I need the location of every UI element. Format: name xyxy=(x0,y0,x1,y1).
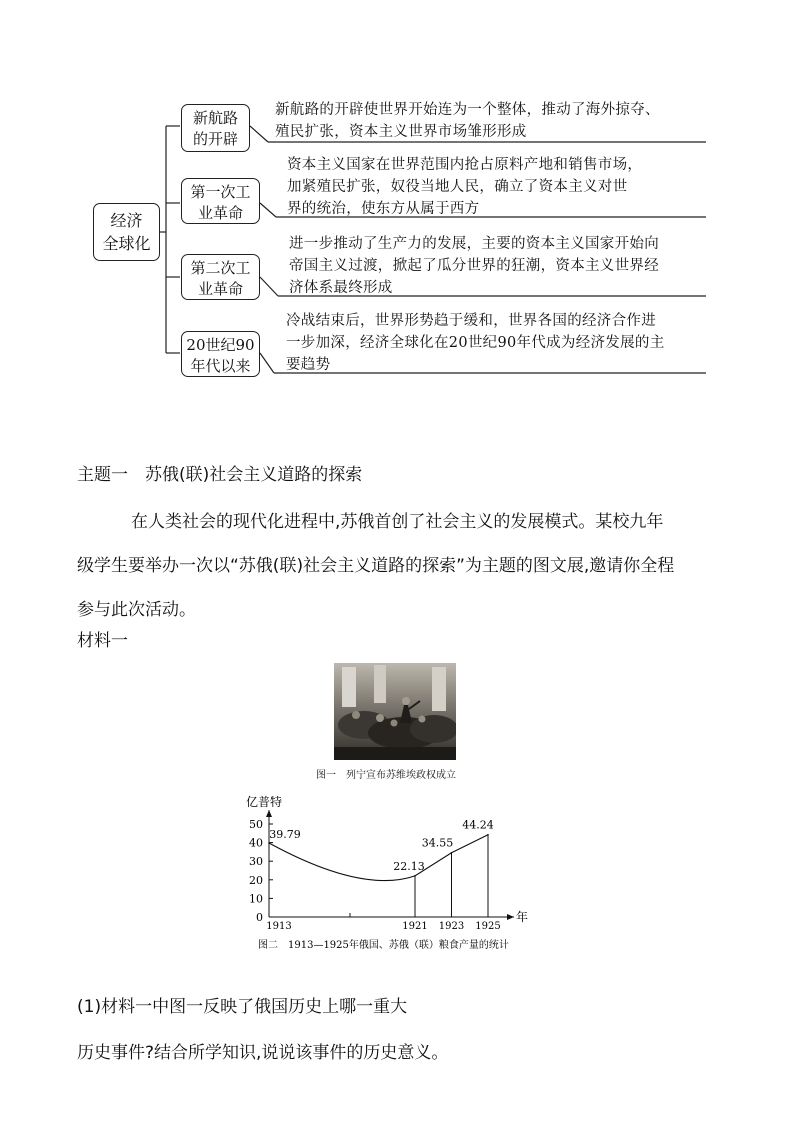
branch-description xyxy=(275,99,715,143)
y-tick-label: 0 xyxy=(256,911,263,924)
data-point xyxy=(414,875,416,877)
root-node-line-2: 全球化 xyxy=(102,234,151,253)
y-tick-label: 20 xyxy=(249,873,263,887)
branch-node-label-line: 业革命 xyxy=(197,204,243,222)
description-line: 要趋势 xyxy=(286,357,331,373)
chart-x-axis-label: 年 xyxy=(516,910,529,924)
data-point xyxy=(487,834,489,836)
y-tick-label: 50 xyxy=(249,818,263,831)
branch-node-second-industrial-revolution xyxy=(181,254,260,300)
branch-node-label-line: 的开辟 xyxy=(192,130,238,148)
question-line: 历史事件?结合所学知识,说说该事件的历史意义。 xyxy=(77,1043,449,1063)
description-line: 冷战结束后，世界形势趋于缓和，世界各国的经济合作进 xyxy=(286,313,656,329)
intro-line: 参与此次活动。 xyxy=(77,600,196,620)
description-line: 帝国主义过渡，掀起了瓜分世界的狂潮，资本主义世界经 xyxy=(289,258,659,274)
painting-illustration xyxy=(334,663,456,760)
branch-node-since-1990s xyxy=(181,331,260,377)
root-node-line-1: 经济 xyxy=(110,211,143,230)
data-label: 39.79 xyxy=(269,827,301,841)
description-line: 界的统治，使东方从属于西方 xyxy=(287,201,480,217)
x-axis-arrow xyxy=(507,914,514,920)
root-node xyxy=(93,203,160,261)
x-tick-label: 1923 xyxy=(438,921,465,932)
theme-title: 主题一 苏俄(联)社会主义道路的探索 xyxy=(77,465,363,485)
data-point xyxy=(451,852,453,854)
branch-node-label-line: 年代以来 xyxy=(190,357,251,375)
chart-marks xyxy=(268,819,494,917)
branch-description xyxy=(286,310,716,376)
x-tick-label: 1921 xyxy=(402,921,428,932)
grain-production-chart xyxy=(224,790,564,960)
description-line: 殖民扩张，资本主义世界市场雏形形成 xyxy=(275,124,527,140)
branch-node-label-line: 新航路 xyxy=(192,109,238,127)
material-label: 材料一 xyxy=(77,631,128,651)
y-tick-label: 40 xyxy=(249,836,263,850)
series-line xyxy=(269,835,488,881)
branch-description xyxy=(287,154,707,220)
y-tick-label: 10 xyxy=(249,892,263,906)
lenin-painting-image xyxy=(334,663,456,760)
description-line: 济体系最终形成 xyxy=(289,280,393,296)
intro-line: 级学生要举办一次以“苏俄(联)社会主义道路的探索”为主题的图文展,邀请你全程 xyxy=(77,556,675,576)
chart-y-axis-label: 亿普特 xyxy=(246,795,283,809)
chart-caption: 图二 1913—1925年俄国、苏俄（联）粮食产量的统计 xyxy=(258,940,509,951)
branch-node-label-line: 20世纪90 xyxy=(186,336,255,354)
description-line: 加紧殖民扩张，奴役当地人民，确立了资本主义对世 xyxy=(287,179,628,195)
question-line: (1)材料一中图一反映了俄国历史上哪一重大 xyxy=(77,997,408,1017)
data-label: 22.13 xyxy=(393,859,425,873)
x-tick-label: 1925 xyxy=(475,921,501,932)
intro-line: 在人类社会的现代化进程中,苏俄首创了社会主义的发展模式。某校九年 xyxy=(131,512,664,532)
description-line: 资本主义国家在世界范围内抢占原料产地和销售市场， xyxy=(287,157,643,173)
data-label: 44.24 xyxy=(462,818,494,832)
description-line: 新航路的开辟使世界开始连为一个整体，推动了海外掠夺、 xyxy=(275,102,660,118)
question-text xyxy=(77,984,448,1076)
y-axis-arrow xyxy=(266,810,272,817)
branch-node-label-line: 第二次工 xyxy=(190,259,251,277)
data-label: 34.55 xyxy=(421,836,454,850)
branch-node-new-sea-route xyxy=(181,104,250,152)
branch-node-first-industrial-revolution xyxy=(181,178,260,224)
branch-node-label-line: 第一次工 xyxy=(190,183,251,201)
intro-paragraph xyxy=(77,500,727,632)
figure1-caption: 图一 列宁宣布苏维埃政权成立 xyxy=(316,770,456,781)
y-tick-label: 30 xyxy=(249,855,263,869)
data-point xyxy=(268,842,270,844)
x-tick-label: 1913 xyxy=(266,921,292,932)
description-line: 一步加深，经济全球化在20世纪90年代成为经济发展的主 xyxy=(286,335,665,351)
branch-node-label-line: 业革命 xyxy=(197,280,243,298)
branch-description xyxy=(289,233,719,299)
description-line: 进一步推动了生产力的发展，主要的资本主义国家开始向 xyxy=(289,236,659,252)
